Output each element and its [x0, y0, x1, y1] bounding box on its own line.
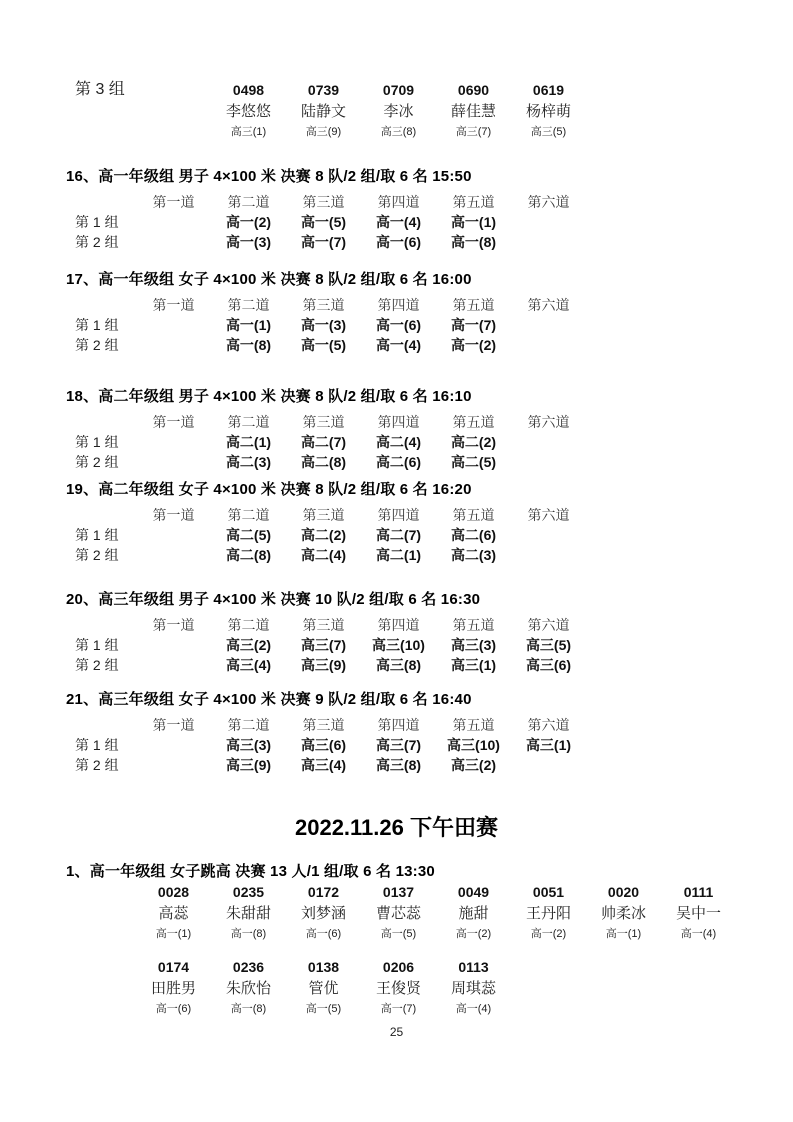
field-event-title: 1、高一年级组 女子跳高 决赛 13 人/1 组/取 6 名 13:30 [66, 863, 435, 880]
team-cell: 高三(5) [525, 637, 572, 653]
team-cell [511, 755, 586, 775]
athlete-bib: 0690 [457, 82, 490, 98]
group-row [0, 635, 793, 655]
athlete-bib: 0235 [232, 884, 265, 900]
team-cell: 高二(1) [225, 434, 272, 450]
team-cell: 高一(3) [300, 317, 347, 333]
lane-header: 第四道 [377, 617, 420, 633]
athlete-class: 高三(8) [380, 126, 417, 138]
team-cell: 高二(4) [300, 547, 347, 563]
lane-header: 第一道 [152, 717, 195, 733]
team-cell [136, 212, 211, 232]
athlete-cell [286, 80, 361, 141]
athlete-bib: 0619 [532, 82, 565, 98]
group-row [0, 525, 793, 545]
group-row [0, 452, 793, 472]
athlete-class: 高一(2) [455, 928, 492, 940]
row-spacer [66, 192, 136, 212]
empty-lane-cell [136, 80, 211, 141]
athlete-name: 杨梓萌 [525, 103, 571, 120]
athlete-cell [361, 80, 436, 141]
lane-header: 第五道 [452, 617, 495, 633]
lane-header-row [0, 412, 793, 432]
group-label: 第 1 组 [75, 527, 119, 543]
lane-header: 第一道 [152, 507, 195, 523]
athlete-name: 王丹阳 [525, 905, 571, 922]
team-cell [136, 452, 211, 472]
event-title: 20、高三年级组 男子 4×100 米 决赛 10 队/2 组/取 6 名 16:30 [66, 591, 481, 608]
athlete-class: 高一(4) [680, 928, 717, 940]
athlete-class: 高一(5) [305, 1003, 342, 1015]
lane-header: 第三道 [302, 717, 345, 733]
team-cell: 高一(4) [375, 337, 422, 353]
row-spacer [66, 505, 136, 525]
lane-header: 第二道 [227, 717, 270, 733]
group-row [0, 315, 793, 335]
lane-header: 第五道 [452, 414, 495, 430]
lane-header: 第一道 [152, 194, 195, 210]
athlete-name: 田胜男 [150, 980, 196, 997]
athlete-name: 周琪蕊 [450, 980, 496, 997]
athlete-cell [586, 882, 661, 943]
team-cell: 高二(5) [450, 454, 497, 470]
group-label: 第 2 组 [75, 454, 119, 470]
team-cell [136, 635, 211, 655]
lane-header-row [0, 715, 793, 735]
lane-header: 第四道 [377, 414, 420, 430]
lane-header: 第一道 [152, 617, 195, 633]
team-cell: 高一(6) [375, 317, 422, 333]
athlete-class: 高一(4) [455, 1003, 492, 1015]
event-title: 17、高一年级组 女子 4×100 米 决赛 8 队/2 组/取 6 名 16:00 [66, 271, 472, 288]
lane-header: 第五道 [452, 507, 495, 523]
athlete-cell [511, 80, 586, 141]
event-title: 19、高二年级组 女子 4×100 米 决赛 8 队/2 组/取 6 名 16:20 [66, 481, 472, 498]
athlete-class: 高一(8) [230, 928, 267, 940]
team-cell: 高三(8) [375, 757, 422, 773]
athlete-class: 高三(1) [230, 126, 267, 138]
team-cell: 高三(10) [447, 737, 500, 753]
group-label: 第 1 组 [75, 737, 119, 753]
lane-header: 第二道 [227, 507, 270, 523]
athlete-bib: 0138 [307, 959, 340, 975]
athlete-bib: 0236 [232, 959, 265, 975]
lane-header: 第二道 [227, 297, 270, 313]
field-athlete-row [0, 957, 793, 1018]
lane-header-row [0, 295, 793, 315]
lane-header: 第一道 [152, 297, 195, 313]
group-row [0, 232, 793, 252]
athlete-bib: 0111 [683, 884, 714, 900]
team-cell: 高二(8) [225, 547, 272, 563]
team-cell: 高一(8) [225, 337, 272, 353]
lane-header: 第六道 [527, 194, 570, 210]
team-cell: 高二(3) [225, 454, 272, 470]
athlete-name: 薛佳慧 [450, 103, 496, 120]
group-row [0, 655, 793, 675]
group-label: 第 2 组 [75, 547, 119, 563]
lane-header: 第三道 [302, 617, 345, 633]
team-cell: 高一(1) [225, 317, 272, 333]
team-cell: 高三(10) [372, 637, 425, 653]
team-cell: 高三(7) [375, 737, 422, 753]
team-cell: 高一(1) [450, 214, 497, 230]
team-cell [511, 212, 586, 232]
athlete-bib: 0709 [382, 82, 415, 98]
athlete-class: 高三(7) [455, 126, 492, 138]
relay-event-19 [0, 479, 793, 565]
lane-header: 第六道 [527, 297, 570, 313]
lane-header: 第六道 [527, 617, 570, 633]
athlete-name: 朱欣怡 [225, 980, 271, 997]
group-label: 第 1 组 [75, 637, 119, 653]
session-heading: 2022.11.26 下午田赛 [294, 815, 498, 840]
team-cell: 高三(2) [225, 637, 272, 653]
team-cell [511, 315, 586, 335]
athlete-name: 陆静文 [300, 103, 346, 120]
athlete-cell [661, 882, 736, 943]
athlete-cell [286, 957, 361, 1018]
lane-header: 第一道 [152, 414, 195, 430]
athlete-cell [211, 957, 286, 1018]
athlete-cell [361, 882, 436, 943]
team-cell: 高二(2) [450, 434, 497, 450]
team-cell: 高一(5) [300, 337, 347, 353]
team-cell: 高一(7) [450, 317, 497, 333]
group-row [0, 735, 793, 755]
team-cell [511, 545, 586, 565]
field-athlete-row [0, 882, 793, 943]
athlete-name: 曹芯蕊 [375, 905, 421, 922]
team-cell: 高三(1) [450, 657, 497, 673]
athlete-cell [436, 957, 511, 1018]
team-cell: 高三(9) [225, 757, 272, 773]
team-cell: 高三(3) [225, 737, 272, 753]
lane-header: 第三道 [302, 414, 345, 430]
athlete-class: 高三(9) [305, 126, 342, 138]
team-cell [136, 525, 211, 545]
team-cell [136, 315, 211, 335]
team-cell: 高二(6) [375, 454, 422, 470]
athlete-name: 刘梦涵 [300, 905, 346, 922]
lane-header: 第二道 [227, 617, 270, 633]
team-cell: 高一(2) [450, 337, 497, 353]
athlete-bib: 0049 [457, 884, 490, 900]
team-cell [511, 232, 586, 252]
team-cell: 高二(2) [300, 527, 347, 543]
athlete-class: 高一(1) [605, 928, 642, 940]
row-spacer [66, 412, 136, 432]
athlete-cell [436, 80, 511, 141]
athlete-name: 高蕊 [158, 905, 189, 922]
group-label: 第 2 组 [75, 234, 119, 250]
athlete-bib: 0206 [382, 959, 415, 975]
team-cell: 高三(2) [450, 757, 497, 773]
athlete-class: 高一(5) [380, 928, 417, 940]
athlete-cell [136, 882, 211, 943]
lane-header: 第三道 [302, 194, 345, 210]
athlete-name: 王俊贤 [375, 980, 421, 997]
relay-event-17 [0, 269, 793, 355]
athlete-class: 高一(6) [305, 928, 342, 940]
athlete-bib: 0174 [157, 959, 190, 975]
lane-header: 第四道 [377, 194, 420, 210]
athlete-name: 施甜 [458, 905, 489, 922]
team-cell: 高三(9) [300, 657, 347, 673]
group-row [0, 212, 793, 232]
page-number: 25 [389, 1025, 404, 1039]
group-row [0, 335, 793, 355]
athlete-bib: 0739 [307, 82, 340, 98]
athlete-bib: 0137 [382, 884, 415, 900]
team-cell: 高二(7) [375, 527, 422, 543]
athlete-cell [361, 957, 436, 1018]
athlete-class: 高一(6) [155, 1003, 192, 1015]
lane-header: 第六道 [527, 717, 570, 733]
relay-event-21 [0, 689, 793, 775]
relay-event-18 [0, 386, 793, 472]
group-row [0, 545, 793, 565]
group-label: 第 1 组 [75, 214, 119, 230]
athlete-name: 吴中一 [675, 905, 721, 922]
athlete-name: 李悠悠 [225, 103, 271, 120]
athlete-bib: 0498 [232, 82, 265, 98]
athlete-name: 管优 [308, 980, 339, 997]
team-cell: 高一(6) [375, 234, 422, 250]
athlete-class: 高一(7) [380, 1003, 417, 1015]
athlete-class: 高一(8) [230, 1003, 267, 1015]
lane-header: 第二道 [227, 194, 270, 210]
lane-header: 第四道 [377, 507, 420, 523]
athlete-name: 李冰 [383, 103, 414, 120]
athlete-cell [286, 882, 361, 943]
athlete-cell [211, 80, 286, 141]
team-cell [136, 335, 211, 355]
athlete-class: 高一(1) [155, 928, 192, 940]
team-cell [511, 335, 586, 355]
lane-header: 第五道 [452, 717, 495, 733]
athlete-cell [436, 882, 511, 943]
team-cell: 高三(8) [375, 657, 422, 673]
lane-header: 第三道 [302, 297, 345, 313]
lane-header: 第四道 [377, 297, 420, 313]
team-cell: 高二(7) [300, 434, 347, 450]
lane-header: 第六道 [527, 414, 570, 430]
team-cell [136, 735, 211, 755]
row-spacer [66, 715, 136, 735]
athlete-bib: 0172 [307, 884, 340, 900]
carryover-group-block [0, 80, 793, 141]
team-cell [136, 432, 211, 452]
group-label: 第 2 组 [75, 757, 119, 773]
team-cell: 高二(1) [375, 547, 422, 563]
team-cell: 高二(6) [450, 527, 497, 543]
event-title: 18、高二年级组 男子 4×100 米 决赛 8 队/2 组/取 6 名 16:10 [66, 388, 472, 405]
group-label: 第 3 组 [75, 81, 125, 98]
athlete-bib: 0020 [607, 884, 640, 900]
athlete-class: 高三(5) [530, 126, 567, 138]
group-label: 第 2 组 [75, 657, 119, 673]
athlete-cell [211, 882, 286, 943]
lane-header-row [0, 615, 793, 635]
athlete-name: 帅柔冰 [600, 905, 646, 922]
team-cell: 高三(3) [450, 637, 497, 653]
lane-header-row [0, 505, 793, 525]
lane-header: 第四道 [377, 717, 420, 733]
team-cell: 高一(8) [450, 234, 497, 250]
group-row [0, 432, 793, 452]
team-cell [511, 452, 586, 472]
team-cell [136, 232, 211, 252]
team-cell [511, 432, 586, 452]
relay-event-16 [0, 166, 793, 252]
team-cell: 高一(3) [225, 234, 272, 250]
event-title: 16、高一年级组 男子 4×100 米 决赛 8 队/2 组/取 6 名 15:50 [66, 168, 472, 185]
team-cell: 高一(7) [300, 234, 347, 250]
team-cell: 高一(5) [300, 214, 347, 230]
group-label: 第 1 组 [75, 434, 119, 450]
team-cell: 高二(5) [225, 527, 272, 543]
relay-event-20 [0, 589, 793, 675]
event-title: 21、高三年级组 女子 4×100 米 决赛 9 队/2 组/取 6 名 16:40 [66, 691, 472, 708]
lane-header-row [0, 192, 793, 212]
athlete-name: 朱甜甜 [225, 905, 271, 922]
team-cell [511, 525, 586, 545]
team-cell: 高二(8) [300, 454, 347, 470]
team-cell: 高三(6) [300, 737, 347, 753]
team-cell: 高一(4) [375, 214, 422, 230]
team-cell: 高二(4) [375, 434, 422, 450]
team-cell: 高三(4) [225, 657, 272, 673]
athlete-bib: 0028 [157, 884, 190, 900]
lane-header: 第五道 [452, 194, 495, 210]
lane-header: 第六道 [527, 507, 570, 523]
team-cell: 高二(3) [450, 547, 497, 563]
team-cell: 高三(4) [300, 757, 347, 773]
row-spacer [66, 295, 136, 315]
group-row [0, 755, 793, 775]
lane-header: 第二道 [227, 414, 270, 430]
lane-header: 第五道 [452, 297, 495, 313]
athlete-class: 高一(2) [530, 928, 567, 940]
athlete-cell [136, 957, 211, 1018]
team-cell: 高三(6) [525, 657, 572, 673]
athlete-bib: 0113 [458, 959, 489, 975]
team-cell: 高三(7) [300, 637, 347, 653]
group-label: 第 1 组 [75, 317, 119, 333]
athlete-cell [511, 882, 586, 943]
lane-header: 第三道 [302, 507, 345, 523]
team-cell: 高三(1) [525, 737, 572, 753]
athlete-bib: 0051 [532, 884, 565, 900]
row-spacer [66, 615, 136, 635]
team-cell: 高一(2) [225, 214, 272, 230]
group-label: 第 2 组 [75, 337, 119, 353]
team-cell [136, 655, 211, 675]
team-cell [136, 755, 211, 775]
team-cell [136, 545, 211, 565]
